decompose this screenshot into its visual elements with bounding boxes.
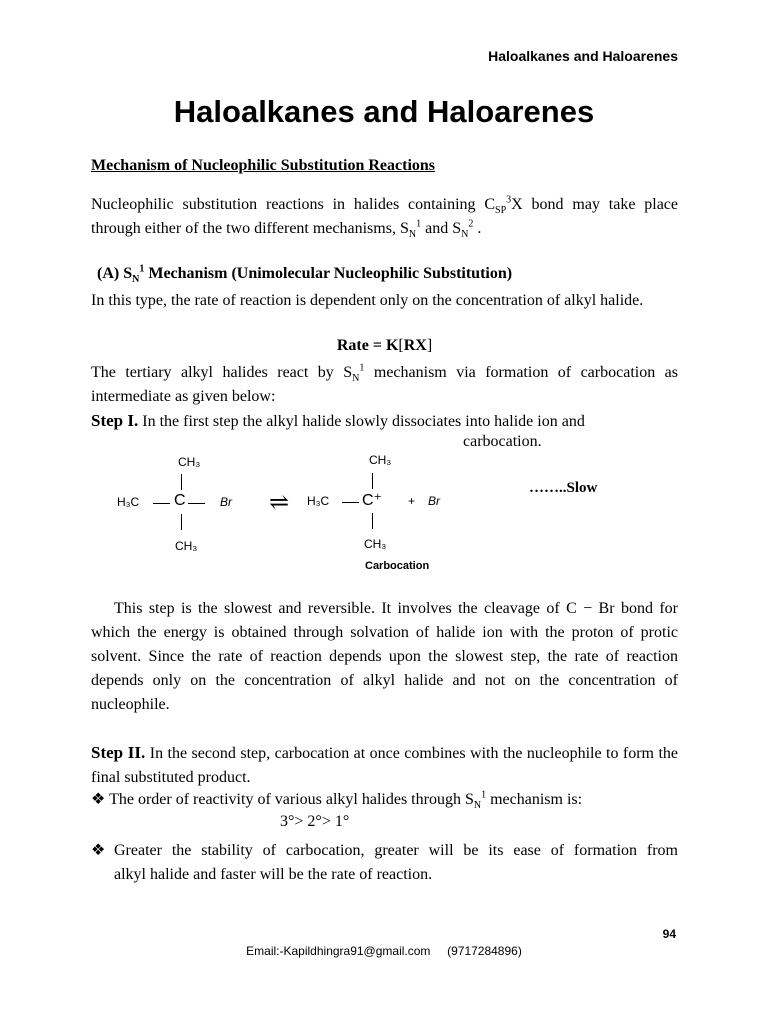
step1-continuation: carbocation. (463, 433, 542, 450)
h3c-right: H₃C (307, 494, 330, 508)
step2-label: Step II. (91, 743, 146, 762)
tertiary-paragraph: The tertiary alkyl halides react by $S_N^1$ mechanism via formation of carbocation as intermediate as given below: (91, 362, 679, 405)
plus-sign: + (408, 494, 416, 508)
document-title: Haloalkanes and Haloarenes (173, 94, 595, 129)
bond-top-right (372, 473, 373, 489)
sn1-heading: (A) $S_N^1$ Mechanism (Unimolecular Nucleophilic Substitution) (97, 263, 513, 286)
step2-paragraph: Step II. In the second step, carbocation at once combines with the nucleophile to form the final substituted product. (91, 743, 678, 786)
ch3-top-left: CH₃ (178, 455, 201, 469)
reactivity-order: 3°> 2°> 1° (280, 813, 350, 830)
section-heading: Mechanism of Nucleophilic Substitution Reactions (91, 157, 436, 174)
br-left: Br (220, 495, 232, 509)
footer (0, 944, 768, 958)
intro-paragraph: Nucleophilic substitution reactions in halides containing $C_{SP}^3X$ bond may take place through either of the two different mechanisms, $S_N^1$ and $S_N^2$ . (91, 194, 679, 241)
diamond-bullet-icon: ❖ (91, 842, 106, 859)
ch3-top-right: CH₃ (369, 453, 392, 467)
rate-paragraph: In this type, the rate of reaction is dependent only on the concentration of alkyl halide. (91, 292, 644, 309)
bullet-stability: ❖ Greater the stability of carbocation, greater will be its ease of formation from alkyl halide and faster will be the rate of reaction. (91, 839, 678, 887)
page-number: 94 (662, 927, 676, 941)
bond-bottom-right (372, 513, 373, 529)
rate-equation: Rate = K[RX] (336, 337, 433, 354)
slow-step-paragraph: This step is the slowest and reversible. It involves the cleavage of C − Br bond for which the energy is obtained through solvation of halide ion with the proton of protic solvent. Since the rate of reaction depends upon the slowest step, the rate of reaction depends only on the concentration of alkyl halide and not on the concentration of nucleophile. (91, 600, 678, 713)
br-right: Br (428, 494, 440, 508)
equilibrium-arrow-icon: ⇌ (269, 490, 290, 516)
ch3-bottom-right: CH₃ (364, 537, 387, 551)
bond-left-br (188, 503, 205, 504)
footer-email: Email:-Kapildhingra91@gmail.com (246, 944, 431, 958)
carbocation-label: Carbocation (365, 560, 430, 572)
bond-bottom-left (181, 514, 182, 530)
diamond-bullet-icon: ❖ (91, 791, 106, 808)
step1-label: Step I. (91, 411, 139, 430)
carbocation-carbon: C⁺ (362, 492, 382, 509)
bond-top-left (181, 474, 182, 490)
ch3-bottom-left: CH₃ (175, 539, 198, 553)
bullet-reactivity: ❖ The order of reactivity of various alkyl halides through $S_N^1$ mechanism is: (91, 789, 583, 812)
carbon-left: C (174, 492, 186, 509)
footer-phone: (9717284896) (447, 944, 522, 958)
step1-line: Step I. In the first step the alkyl halide slowly dissociates into halide ion and (91, 411, 585, 430)
running-header: Haloalkanes and Haloarenes (488, 48, 678, 64)
h3c-left: H₃C (117, 495, 140, 509)
slow-label: ……..Slow (529, 480, 598, 496)
bond-left-h3c (153, 503, 170, 504)
bond-right-h3c (342, 502, 359, 503)
